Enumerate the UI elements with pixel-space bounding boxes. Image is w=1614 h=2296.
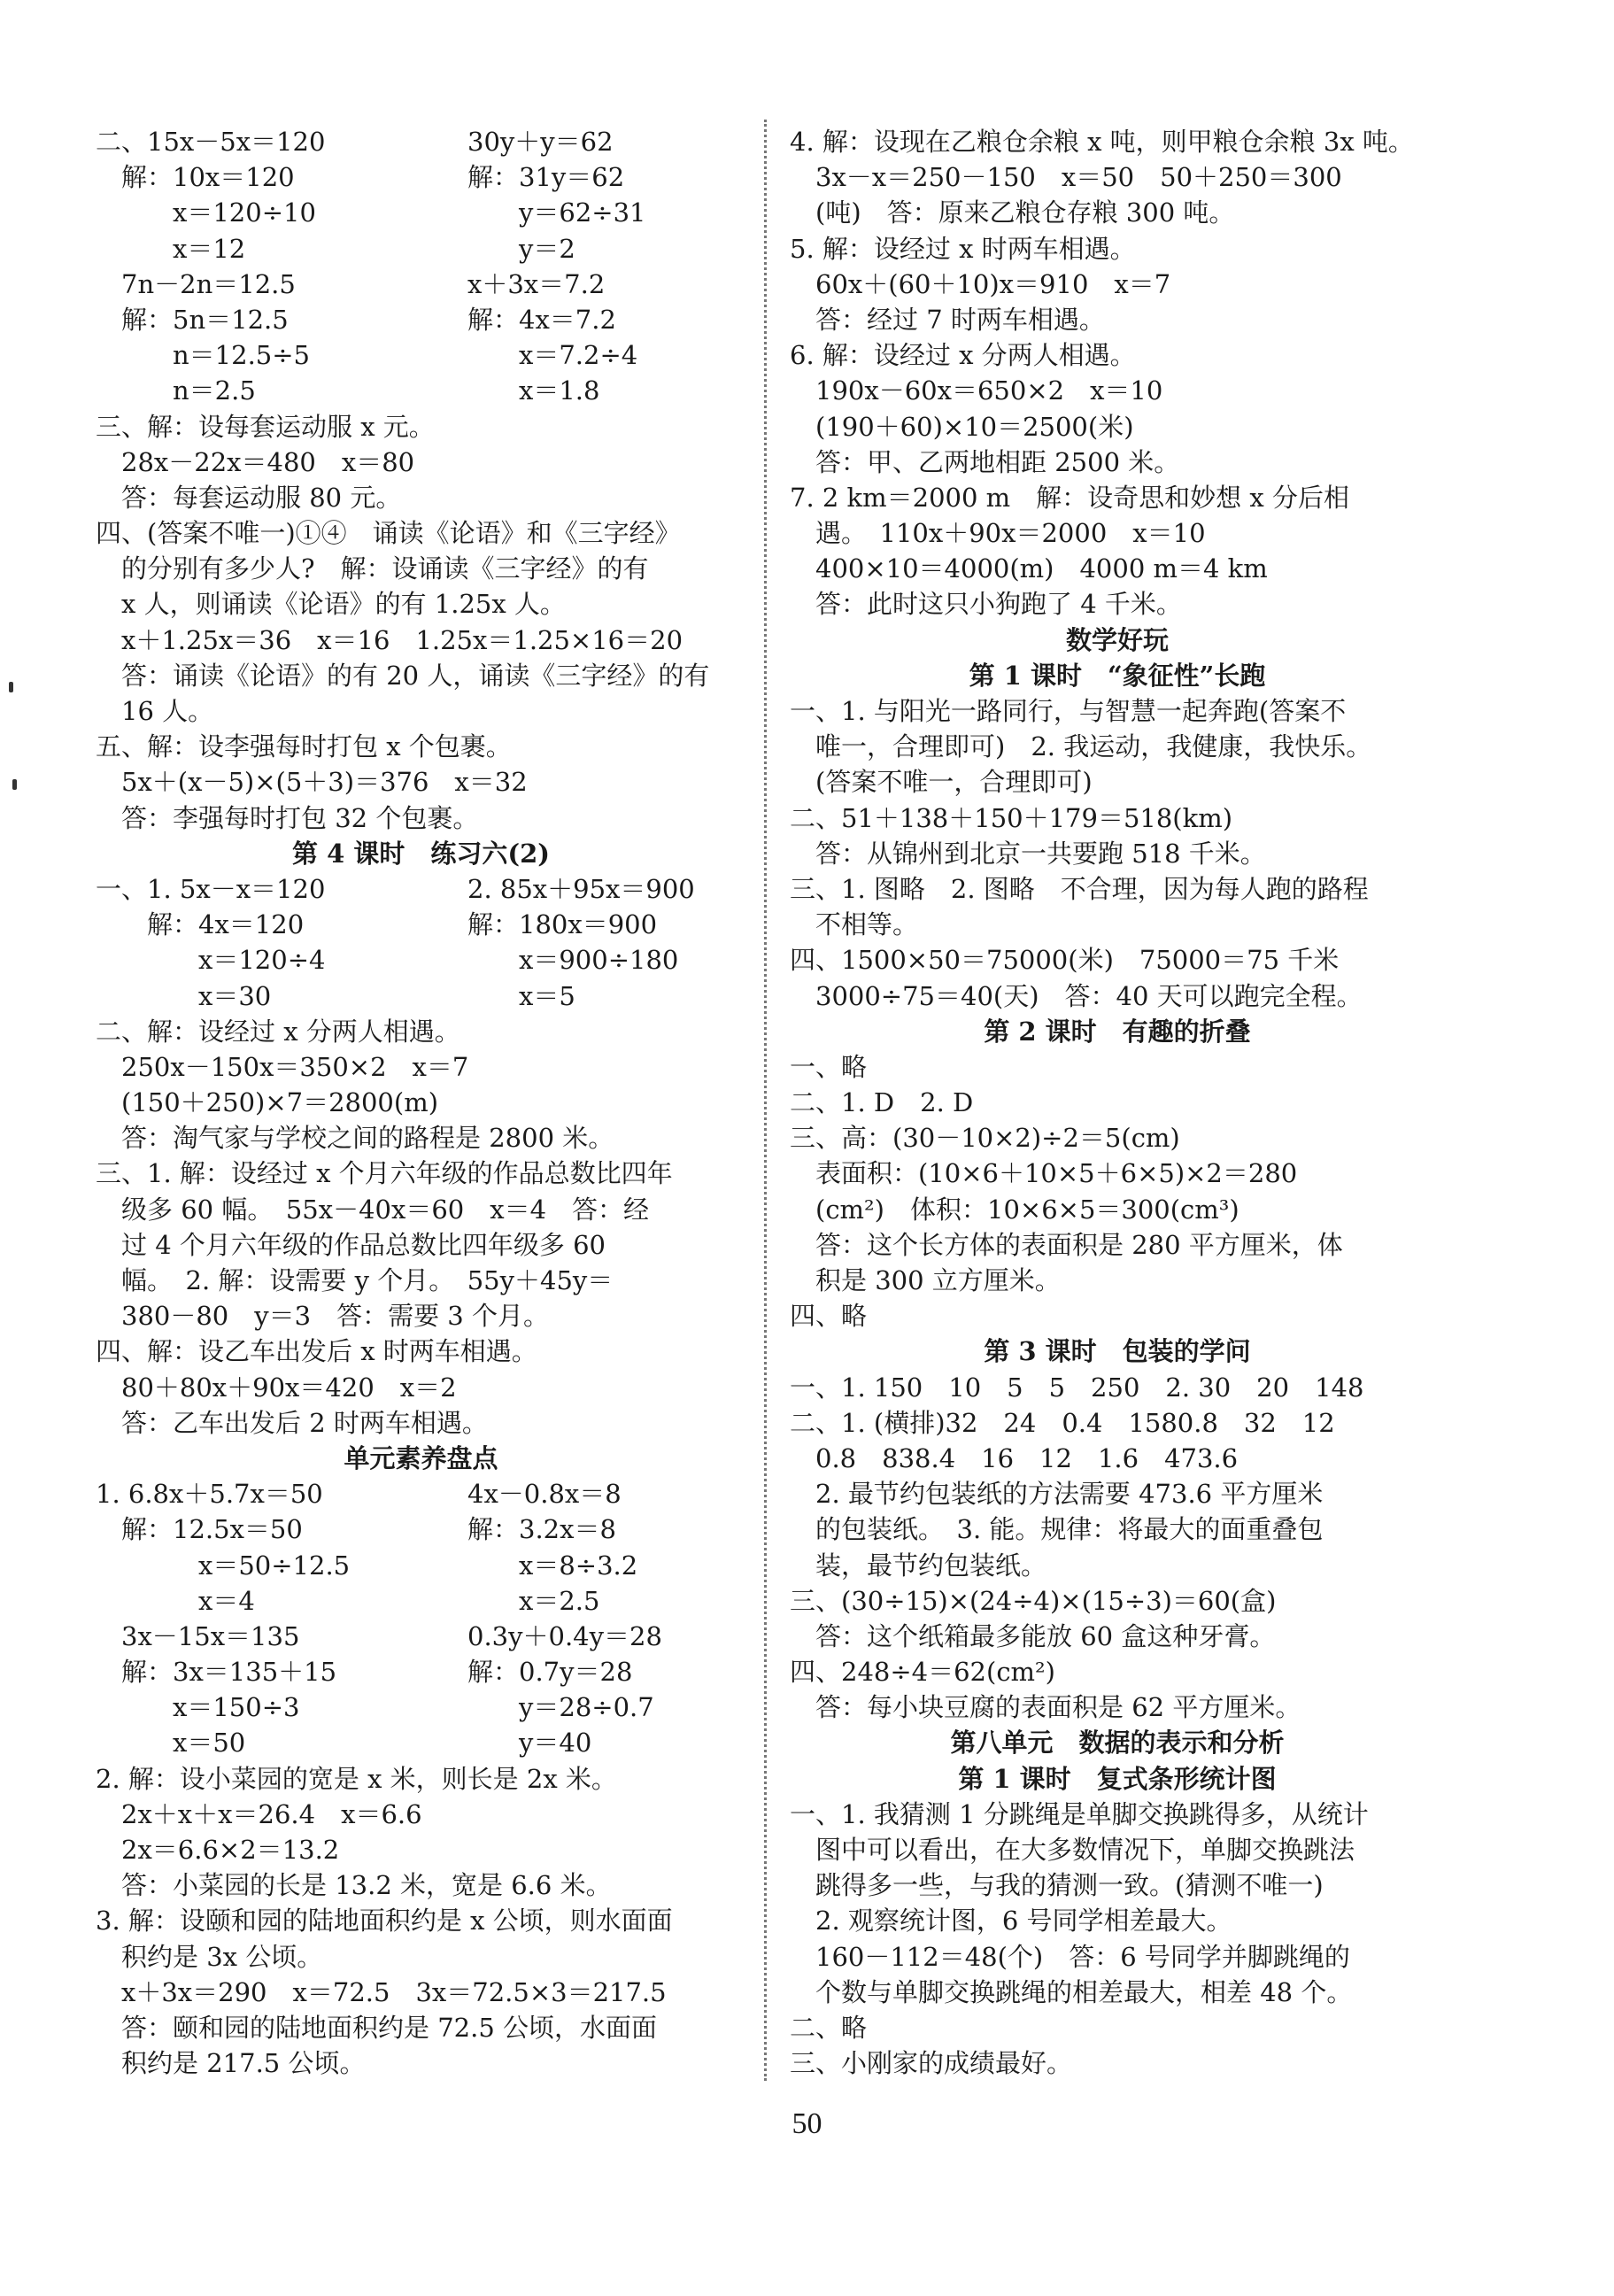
answer-line: 2. 最节约包装纸的方法需要 473.6 平方厘米	[790, 1479, 1324, 1510]
section-heading: 第八单元 数据的表示和分析	[950, 1728, 1285, 1759]
answer-line: 6. 解：设经过 x 分两人相遇。	[790, 340, 1136, 371]
equation-left: 解：12.5x＝50	[96, 1514, 303, 1545]
equation-pair-line	[96, 1476, 746, 1511]
equation-left: x＝12	[96, 233, 246, 264]
answer-line: 三、1. 图略 2. 图略 不合理，因为每人跑的路程	[790, 873, 1369, 904]
answer-line: 图中可以看出，在大多数情况下，单脚交换跳法	[790, 1835, 1355, 1865]
answer-line: 答：诵读《论语》的有 20 人，诵读《三字经》的有	[96, 660, 710, 691]
answer-line: (190＋60)×10＝2500(米)	[790, 411, 1134, 442]
answer-line: 答：李强每时打包 32 个包裹。	[96, 802, 479, 833]
answer-line: (吨) 答：原来乙粮仓存粮 300 吨。	[790, 197, 1235, 228]
answer-line: 一、1. 与阳光一路同行，与智慧一起奔跑(答案不	[790, 696, 1347, 726]
answer-line: 个数与单脚交换跳绳的相差最大，相差 48 个。	[790, 1976, 1353, 2007]
equation-right: x＝5	[467, 980, 575, 1011]
equation-pair-line	[96, 1654, 746, 1689]
equation-pair-line	[96, 267, 746, 302]
equation-left: 7n－2n＝12.5	[96, 268, 296, 299]
margin-mark	[12, 779, 17, 790]
answer-line: x 人，则诵读《论语》的有 1.25x 人。	[96, 589, 566, 620]
equation-pair-line	[96, 1583, 746, 1619]
answer-line: 一、略	[790, 1051, 868, 1082]
answer-line: 三、(30÷15)×(24÷4)×(15÷3)＝60(盒)	[790, 1585, 1277, 1616]
equation-pair-line	[96, 159, 746, 195]
answer-line: 遇。 110x＋90x＝2000 x＝10	[790, 518, 1206, 549]
answer-line: 60x＋(60＋10)x＝910 x＝7	[790, 268, 1171, 299]
equation-pair-line	[96, 195, 746, 230]
answer-line: 3. 解：设颐和园的陆地面积约是 x 公顷，则水面面	[96, 1906, 673, 1937]
equation-right: 0.3y＋0.4y＝28	[467, 1620, 662, 1651]
equation-right: x＝8÷3.2	[467, 1550, 638, 1581]
equation-left: x＝120÷10	[96, 197, 316, 228]
answer-line: 过 4 个月六年级的作品总数比四年级多 60	[96, 1229, 606, 1260]
section-heading: 第 2 课时 有趣的折叠	[984, 1016, 1251, 1047]
equation-right: x＋3x＝7.2	[467, 268, 606, 299]
answer-line: 0.8 838.4 16 12 1.6 473.6	[790, 1442, 1239, 1473]
equation-right: y＝62÷31	[467, 197, 646, 228]
answer-line: 7. 2 km＝2000 m 解：设奇思和妙想 x 分后相	[790, 482, 1349, 513]
answer-line: 160－112＝48(个) 答：6 号同学并脚跳绳的	[790, 1941, 1350, 1972]
answer-line: 积是 300 立方厘米。	[790, 1265, 1061, 1295]
answer-line: 四、(答案不唯一)①④ 诵读《论语》和《三字经》	[96, 518, 681, 549]
answer-line: 三、小刚家的成绩最好。	[790, 2048, 1073, 2079]
equation-right: y＝28÷0.7	[467, 1692, 654, 1723]
equation-left: 二、15x－5x＝120	[96, 127, 326, 157]
answer-line: 190x－60x＝650×2 x＝10	[790, 375, 1163, 406]
answer-line: 二、1. (横排)32 24 0.4 1580.8 32 12	[790, 1407, 1335, 1438]
answer-line: (答案不唯一，合理即可)	[790, 767, 1093, 798]
equation-left: n＝12.5÷5	[96, 340, 310, 371]
answer-line: 250x－150x＝350×2 x＝7	[96, 1051, 469, 1082]
answer-line: 答：从锦州到北京一共要跑 518 千米。	[790, 838, 1266, 869]
column-divider	[764, 120, 767, 2081]
equation-right: 解：4x＝7.2	[467, 304, 616, 335]
section-heading: 单元素养盘点	[344, 1442, 498, 1473]
answer-line: 跳得多一些，与我的猜测一致。(猜测不唯一)	[790, 1870, 1324, 1901]
margin-mark	[9, 682, 13, 692]
right-column	[790, 124, 1445, 2081]
answer-line: 表面积：(10×6＋10×5＋6×5)×2＝280	[790, 1158, 1298, 1189]
equation-left: 3x－15x＝135	[96, 1620, 300, 1651]
section-heading: 第 4 课时 练习六(2)	[292, 838, 550, 869]
equation-right: 解：180x＝900	[467, 909, 658, 940]
answer-line: 答：乙车出发后 2 时两车相遇。	[96, 1407, 488, 1438]
equation-left: x＝4	[96, 1585, 255, 1616]
answer-line: 四、248÷4＝62(cm²)	[790, 1657, 1055, 1688]
equation-right: y＝2	[467, 233, 575, 264]
answer-line: 四、1500×50＝75000(米) 75000＝75 千米	[790, 945, 1340, 976]
answer-line: 三、1. 解：设经过 x 个月六年级的作品总数比四年	[96, 1158, 673, 1189]
answer-line: 唯一，合理即可) 2. 我运动，我健康，我快乐。	[790, 731, 1372, 762]
equation-pair-line	[96, 871, 746, 907]
answer-line: 2x＋x＋x＝26.4 x＝6.6	[96, 1798, 422, 1829]
equation-left: x＝50	[96, 1728, 246, 1759]
answer-line: 16 人。	[96, 696, 214, 726]
equation-right: 解：31y＝62	[467, 162, 625, 193]
answer-line: 28x－22x＝480 x＝80	[96, 446, 415, 477]
equation-left: x＝30	[96, 980, 272, 1011]
equation-left: 1. 6.8x＋5.7x＝50	[96, 1479, 323, 1510]
answer-line: 5. 解：设经过 x 时两车相遇。	[790, 233, 1136, 264]
answer-line: 装，最节约包装纸。	[790, 1550, 1047, 1581]
answer-line: 答：小菜园的长是 13.2 米，宽是 6.6 米。	[96, 1870, 612, 1901]
answer-line: 四、解：设乙车出发后 x 时两车相遇。	[96, 1336, 537, 1367]
answer-line: 答：每小块豆腐的表面积是 62 平方厘米。	[790, 1692, 1301, 1723]
answer-line: 380－80 y＝3 答：需要 3 个月。	[96, 1301, 549, 1332]
answer-line: 答：甲、乙两地相距 2500 米。	[790, 446, 1180, 477]
equation-right: 4x－0.8x＝8	[467, 1479, 622, 1510]
equation-pair-line	[96, 978, 746, 1014]
equation-pair-line	[96, 373, 746, 408]
equation-pair-line	[96, 1689, 746, 1725]
page-number: 50	[792, 2107, 822, 2140]
answer-line: 400×10＝4000(m) 4000 m＝4 km	[790, 553, 1268, 584]
equation-pair-line	[96, 124, 746, 159]
answer-line: (150＋250)×7＝2800(m)	[96, 1087, 439, 1118]
answer-line: 答：淘气家与学校之间的路程是 2800 米。	[96, 1123, 614, 1154]
answer-line: (cm²) 体积：10×6×5＝300(cm³)	[790, 1194, 1239, 1225]
equation-pair-line	[96, 1619, 746, 1654]
answer-line: 答：经过 7 时两车相遇。	[790, 304, 1105, 335]
section-heading: 第 1 课时 “象征性”长跑	[969, 660, 1266, 691]
answer-line: 答：这个纸箱最多能放 60 盒这种牙膏。	[790, 1620, 1276, 1651]
answer-line: 答：这个长方体的表面积是 280 平方厘米，体	[790, 1229, 1343, 1260]
answer-line: 二、略	[790, 2012, 868, 2043]
equation-right: x＝7.2÷4	[467, 340, 638, 371]
answer-line: 二、1. D 2. D	[790, 1087, 974, 1118]
answer-line: 积约是 217.5 公顷。	[96, 2048, 366, 2079]
equation-left: x＝150÷3	[96, 1692, 300, 1723]
answer-line: 四、略	[790, 1301, 868, 1332]
equation-pair-line	[96, 1548, 746, 1583]
left-column	[96, 124, 746, 2081]
answer-line: 积约是 3x 公顷。	[96, 1941, 323, 1972]
equation-left: 一、1. 5x－x＝120	[96, 873, 326, 904]
answer-line: 的分别有多少人? 解：设诵读《三字经》的有	[96, 553, 649, 584]
answer-line: 4. 解：设现在乙粮仓余粮 x 吨，则甲粮仓余粮 3x 吨。	[790, 127, 1414, 157]
answer-line: 2. 解：设小菜园的宽是 x 米，则长是 2x 米。	[96, 1763, 617, 1794]
equation-right: y＝40	[467, 1728, 592, 1759]
answer-line: 五、解：设李强每时打包 x 个包裹。	[96, 731, 512, 762]
answer-line: 答：每套运动服 80 元。	[96, 482, 402, 513]
answer-line: 答：颐和园的陆地面积约是 72.5 公顷，水面面	[96, 2012, 658, 2043]
equation-right: x＝900÷180	[467, 945, 679, 976]
answer-line: 三、解：设每套运动服 x 元。	[96, 411, 435, 442]
equation-right: 2. 85x＋95x＝900	[467, 873, 695, 904]
answer-line: 一、1. 150 10 5 5 250 2. 30 20 148	[790, 1372, 1364, 1403]
equation-right: x＝2.5	[467, 1585, 600, 1616]
section-heading: 数学好玩	[1065, 624, 1169, 655]
equation-left: 解：4x＝120	[96, 909, 305, 940]
equation-pair-line	[96, 907, 746, 942]
equation-pair-line	[96, 1511, 746, 1547]
equation-left: 解：10x＝120	[96, 162, 295, 193]
answer-line: 不相等。	[790, 909, 919, 940]
answer-line: 三、高：(30－10×2)÷2＝5(cm)	[790, 1123, 1180, 1154]
answer-line: 二、解：设经过 x 分两人相遇。	[96, 1016, 460, 1047]
section-heading: 第 3 课时 包装的学问	[984, 1336, 1251, 1367]
answer-line: 级多 60 幅。 55x－40x＝60 x＝4 答：经	[96, 1194, 650, 1225]
answer-line: 2. 观察统计图，6 号同学相差最大。	[790, 1906, 1232, 1937]
equation-left: n＝2.5	[96, 375, 256, 406]
answer-line: 一、1. 我猜测 1 分跳绳是单脚交换跳得多，从统计	[790, 1798, 1369, 1829]
equation-right: 解：3.2x＝8	[467, 1514, 616, 1545]
equation-pair-line	[96, 942, 746, 978]
answer-line: 3000÷75＝40(天) 答：40 天可以跑完全程。	[790, 980, 1363, 1011]
equation-right: 30y＋y＝62	[467, 127, 614, 157]
answer-line: 答：此时这只小狗跑了 4 千米。	[790, 589, 1182, 620]
answer-line: x＋3x＝290 x＝72.5 3x＝72.5×3＝217.5	[96, 1976, 667, 2007]
answer-line: 2x＝6.6×2＝13.2	[96, 1835, 340, 1865]
equation-right: 解：0.7y＝28	[467, 1657, 633, 1688]
section-heading: 第 1 课时 复式条形统计图	[958, 1763, 1277, 1794]
equation-left: 解：3x＝135＋15	[96, 1657, 337, 1688]
equation-pair-line	[96, 302, 746, 337]
equation-pair-line	[96, 337, 746, 373]
equation-left: 解：5n＝12.5	[96, 304, 289, 335]
answer-line: 5x＋(x－5)×(5＋3)＝376 x＝32	[96, 767, 528, 798]
equation-right: x＝1.8	[467, 375, 600, 406]
equation-left: x＝120÷4	[96, 945, 326, 976]
answer-line: 的包装纸。 3. 能。规律：将最大的面重叠包	[790, 1514, 1324, 1545]
answer-line: 幅。 2. 解：设需要 y 个月。 55y＋45y＝	[96, 1265, 614, 1295]
answer-line: 二、51＋138＋150＋179＝518(km)	[790, 802, 1233, 833]
answer-line: 80＋80x＋90x＝420 x＝2	[96, 1372, 457, 1403]
equation-pair-line	[96, 231, 746, 267]
equation-left: x＝50÷12.5	[96, 1550, 351, 1581]
answer-line: 3x－x＝250－150 x＝50 50＋250＝300	[790, 162, 1342, 193]
equation-pair-line	[96, 1725, 746, 1760]
answer-line: x＋1.25x＝36 x＝16 1.25x＝1.25×16＝20	[96, 624, 683, 655]
